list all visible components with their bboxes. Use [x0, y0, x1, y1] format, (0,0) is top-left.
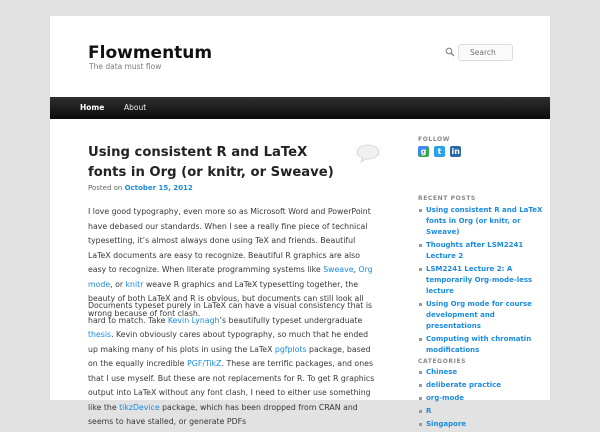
paragraph-text: Documents typeset purely in LaTeX can have a visual consistency that is hard to match. Take — [88, 301, 373, 325]
paragraph-text: package, which has been dropped from CRAN and seems to have stalled, or generate PDFs — [88, 402, 358, 426]
paragraph-text: , — [353, 265, 359, 274]
category-item[interactable]: Chinese — [418, 367, 544, 378]
tikzdevice-link[interactable]: tikzDevice — [119, 402, 160, 412]
recent-post-item[interactable]: Computing with chromatin modifications — [418, 334, 544, 356]
search-input[interactable] — [459, 45, 512, 60]
paragraph-text: I love good typography, even more so as Microsoft Word and PowerPoint have debased our standards. When I see a really fine piece of technical typesetting, it’s almost always done using TeX and friends. Beautiful LaTeX documents are easy to recognize. Beautiful R graphics are also easy to recognize. When literate programming systems like — [88, 207, 371, 274]
google-plus-icon[interactable]: g — [418, 146, 429, 157]
pgfplots-link[interactable]: pgfplots — [274, 344, 307, 354]
linkedin-icon[interactable]: in — [451, 147, 460, 156]
comment-bubble-icon[interactable] — [356, 144, 380, 163]
paragraph-text: . Kevin obviously cares about typography, so much that he ended up making many of his plots in using the LaTeX — [88, 330, 369, 354]
twitter-icon[interactable]: t — [434, 146, 445, 157]
site-description: The data must flow — [89, 62, 162, 71]
categories-title: CATEGORIES — [418, 358, 467, 365]
post-date-link[interactable]: October 15, 2012 — [124, 184, 193, 192]
search-box[interactable] — [458, 44, 513, 61]
pgf-tikz-link[interactable]: PGF/TikZ — [187, 359, 222, 368]
category-item[interactable]: deliberate practice — [418, 380, 544, 391]
paragraph-text: package, based on the equally incredible — [88, 344, 371, 368]
recent-post-item[interactable]: Thoughts after LSM2241 Lecture 2 — [418, 240, 544, 262]
paragraph-text: , or — [110, 279, 126, 289]
categories-list — [418, 367, 544, 432]
recent-posts-title: RECENT POSTS — [418, 195, 476, 202]
category-item[interactable]: Singapore — [418, 419, 544, 430]
site-title[interactable]: Flowmentum — [88, 43, 213, 63]
sweave-link[interactable]: Sweave — [323, 265, 354, 274]
social-icons — [418, 146, 461, 158]
post-meta — [88, 184, 193, 192]
kevin-lynagh-link[interactable]: Kevin Lynagh — [167, 315, 220, 325]
org-mode-link[interactable]: Org mode — [88, 265, 373, 289]
recent-post-item[interactable]: Using consistent R and LaTeX fonts in Org (or knitr, or Sweave) — [418, 205, 544, 238]
recent-posts-list — [418, 205, 544, 358]
paragraph-text: weave R graphics and LaTeX typesetting together, the beauty of both LaTeX and R is obvious, but documents can still look all wrong because of font clash. — [88, 279, 364, 318]
paragraph-text: ’s beautifully typeset undergraduate — [219, 315, 363, 325]
paragraph-text: . These are terrific packages, and ones that I use myself. But these are not replacements for R. To get R graphics output into LaTeX without any font clash, I need to either use something like the — [88, 359, 375, 412]
post-title[interactable]: Using consistent R and LaTeX fonts in Org (or knitr, or Sweave) — [88, 145, 334, 180]
knitr-link[interactable]: knitr — [125, 279, 144, 289]
posted-on-label: Posted on — [88, 184, 123, 192]
main-nav — [50, 97, 550, 119]
category-item[interactable]: R — [418, 406, 544, 417]
post-paragraph-2 — [88, 299, 376, 430]
nav-item-about[interactable]: About — [124, 103, 147, 112]
recent-post-item[interactable]: LSM2241 Lecture 2: A temporarily Org-mode-less lecture — [418, 264, 544, 297]
recent-post-item[interactable]: Using Org mode for course development and presentations — [418, 299, 544, 332]
thesis-link[interactable]: thesis — [88, 330, 112, 339]
nav-item-home[interactable]: Home — [80, 103, 105, 112]
page — [49, 16, 551, 428]
follow-widget-title: FOLLOW — [418, 136, 450, 143]
search-icon — [445, 47, 455, 57]
category-item[interactable]: org-mode — [418, 393, 544, 404]
